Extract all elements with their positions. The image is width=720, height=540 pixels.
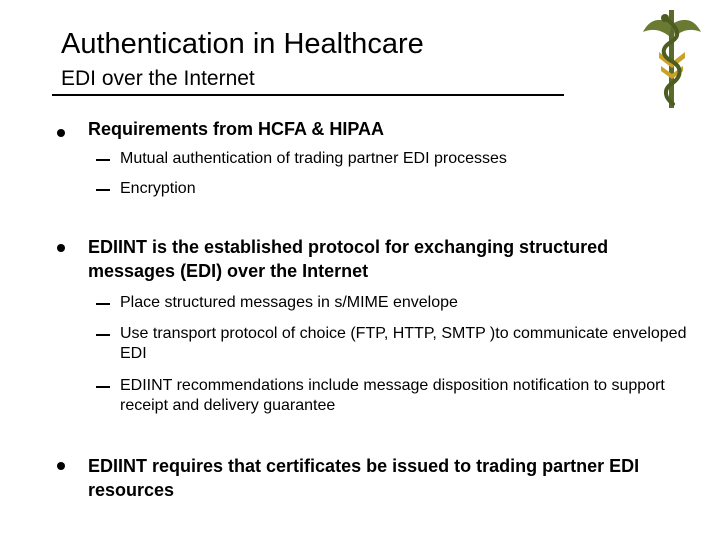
sub-bullet-dash: [96, 386, 110, 388]
slide-subtitle: EDI over the Internet: [61, 67, 255, 90]
bullet-marker: [57, 129, 65, 137]
sub-bullet-text: EDIINT recommendations include message disposition notification to support receipt and delivery guarantee: [120, 377, 665, 414]
bullet-text: EDIINT is the established protocol for exchanging structured messages (EDI) over the Internet: [88, 237, 609, 281]
title-divider: [52, 94, 564, 96]
sub-bullet-dash: [96, 303, 110, 305]
sub-bullet-text: Mutual authentication of trading partner EDI processes: [120, 150, 507, 167]
sub-bullet-dash: [96, 159, 110, 161]
sub-bullet-text: Place structured messages in s/MIME envelope: [120, 294, 458, 311]
sub-bullet-dash: [96, 189, 110, 191]
caduceus-icon: [639, 6, 705, 110]
sub-bullet-dash: [96, 334, 110, 336]
slide-title: Authentication in Healthcare: [61, 28, 424, 60]
sub-bullet-text: Use transport protocol of choice (FTP, HTTP, SMTP )to communicate enveloped EDI: [120, 325, 687, 362]
bullet-text: Requirements from HCFA & HIPAA: [88, 119, 385, 139]
sub-bullet-text: Encryption: [120, 180, 196, 197]
bullet-marker: [57, 462, 65, 470]
bullet-marker: [57, 244, 65, 252]
bullet-text: EDIINT requires that certificates be issued to trading partner EDI resources: [88, 456, 640, 500]
